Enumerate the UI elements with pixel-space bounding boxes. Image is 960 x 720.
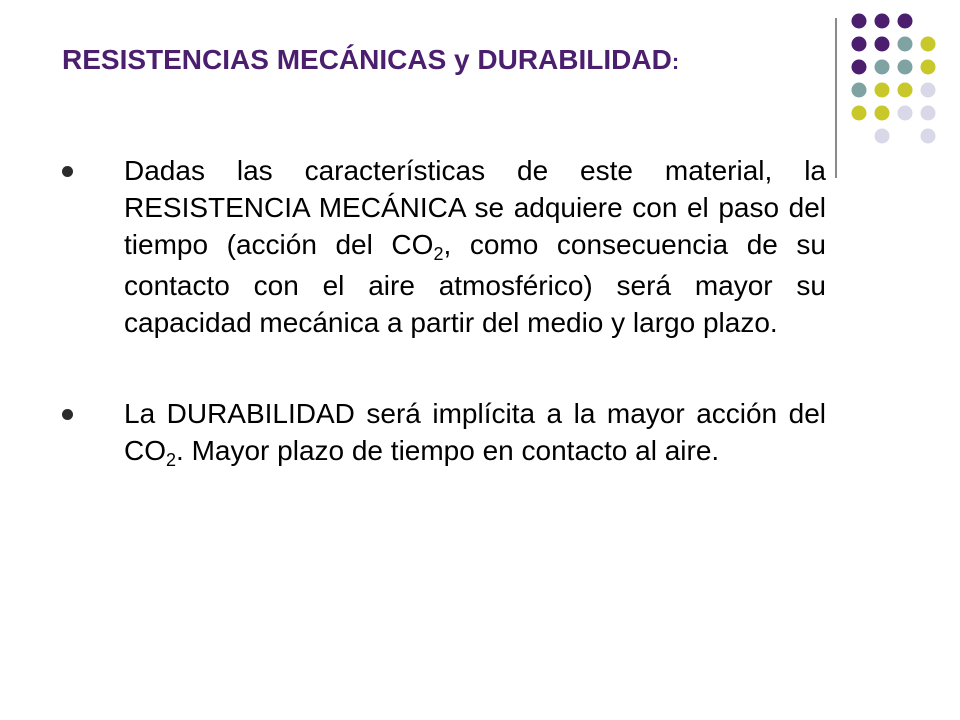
bullet-text-end: . Mayor plazo de tiempo en contacto al aire. [176,435,720,466]
decorative-dot [921,106,936,121]
bullet-dot-icon [62,166,73,177]
decorative-dot [921,83,936,98]
decorative-dot [875,60,890,75]
bullet-item-durabilidad [62,395,826,473]
bullet-text-start: Dadas las características de este material, la RESISTENCIA MECÁNICA se adquiere con el paso del tiempo (acción del CO [124,155,826,260]
bullet-text-end: , como consecuencia de su contacto con el aire atmosférico) será mayor su capacidad mecánica a partir del medio y largo plazo. [124,229,826,338]
co2-subscript: 2 [433,244,444,264]
bullet-dot-icon [62,409,73,420]
bullet-list [62,152,826,473]
decorative-dot [921,129,936,144]
slide-title-colon: : [671,49,680,74]
co2-subscript: 2 [166,450,177,470]
decorative-dot [921,37,936,52]
bullet-item-resistencia [62,152,826,341]
decorative-dot [921,60,936,75]
decorative-dot [898,37,913,52]
slide-title-text: RESISTENCIAS MECÁNICAS y DURABILIDAD [62,44,672,75]
decorative-dot [875,106,890,121]
decorative-dot [852,60,867,75]
decorative-divider [835,18,837,178]
decorative-dot [898,106,913,121]
decorative-dot [852,83,867,98]
decorative-dot [852,14,867,29]
decorative-dot [898,83,913,98]
decorative-dot [875,129,890,144]
decorative-dot [898,14,913,29]
decorative-dot [875,83,890,98]
decorative-dot [875,37,890,52]
decorative-dot [898,60,913,75]
decorative-dot [875,14,890,29]
decorative-dot [852,106,867,121]
decorative-dot [852,37,867,52]
slide-title [62,44,679,76]
bullet-text-start: La DURABILIDAD será implícita a la mayor acción del CO [124,398,826,466]
